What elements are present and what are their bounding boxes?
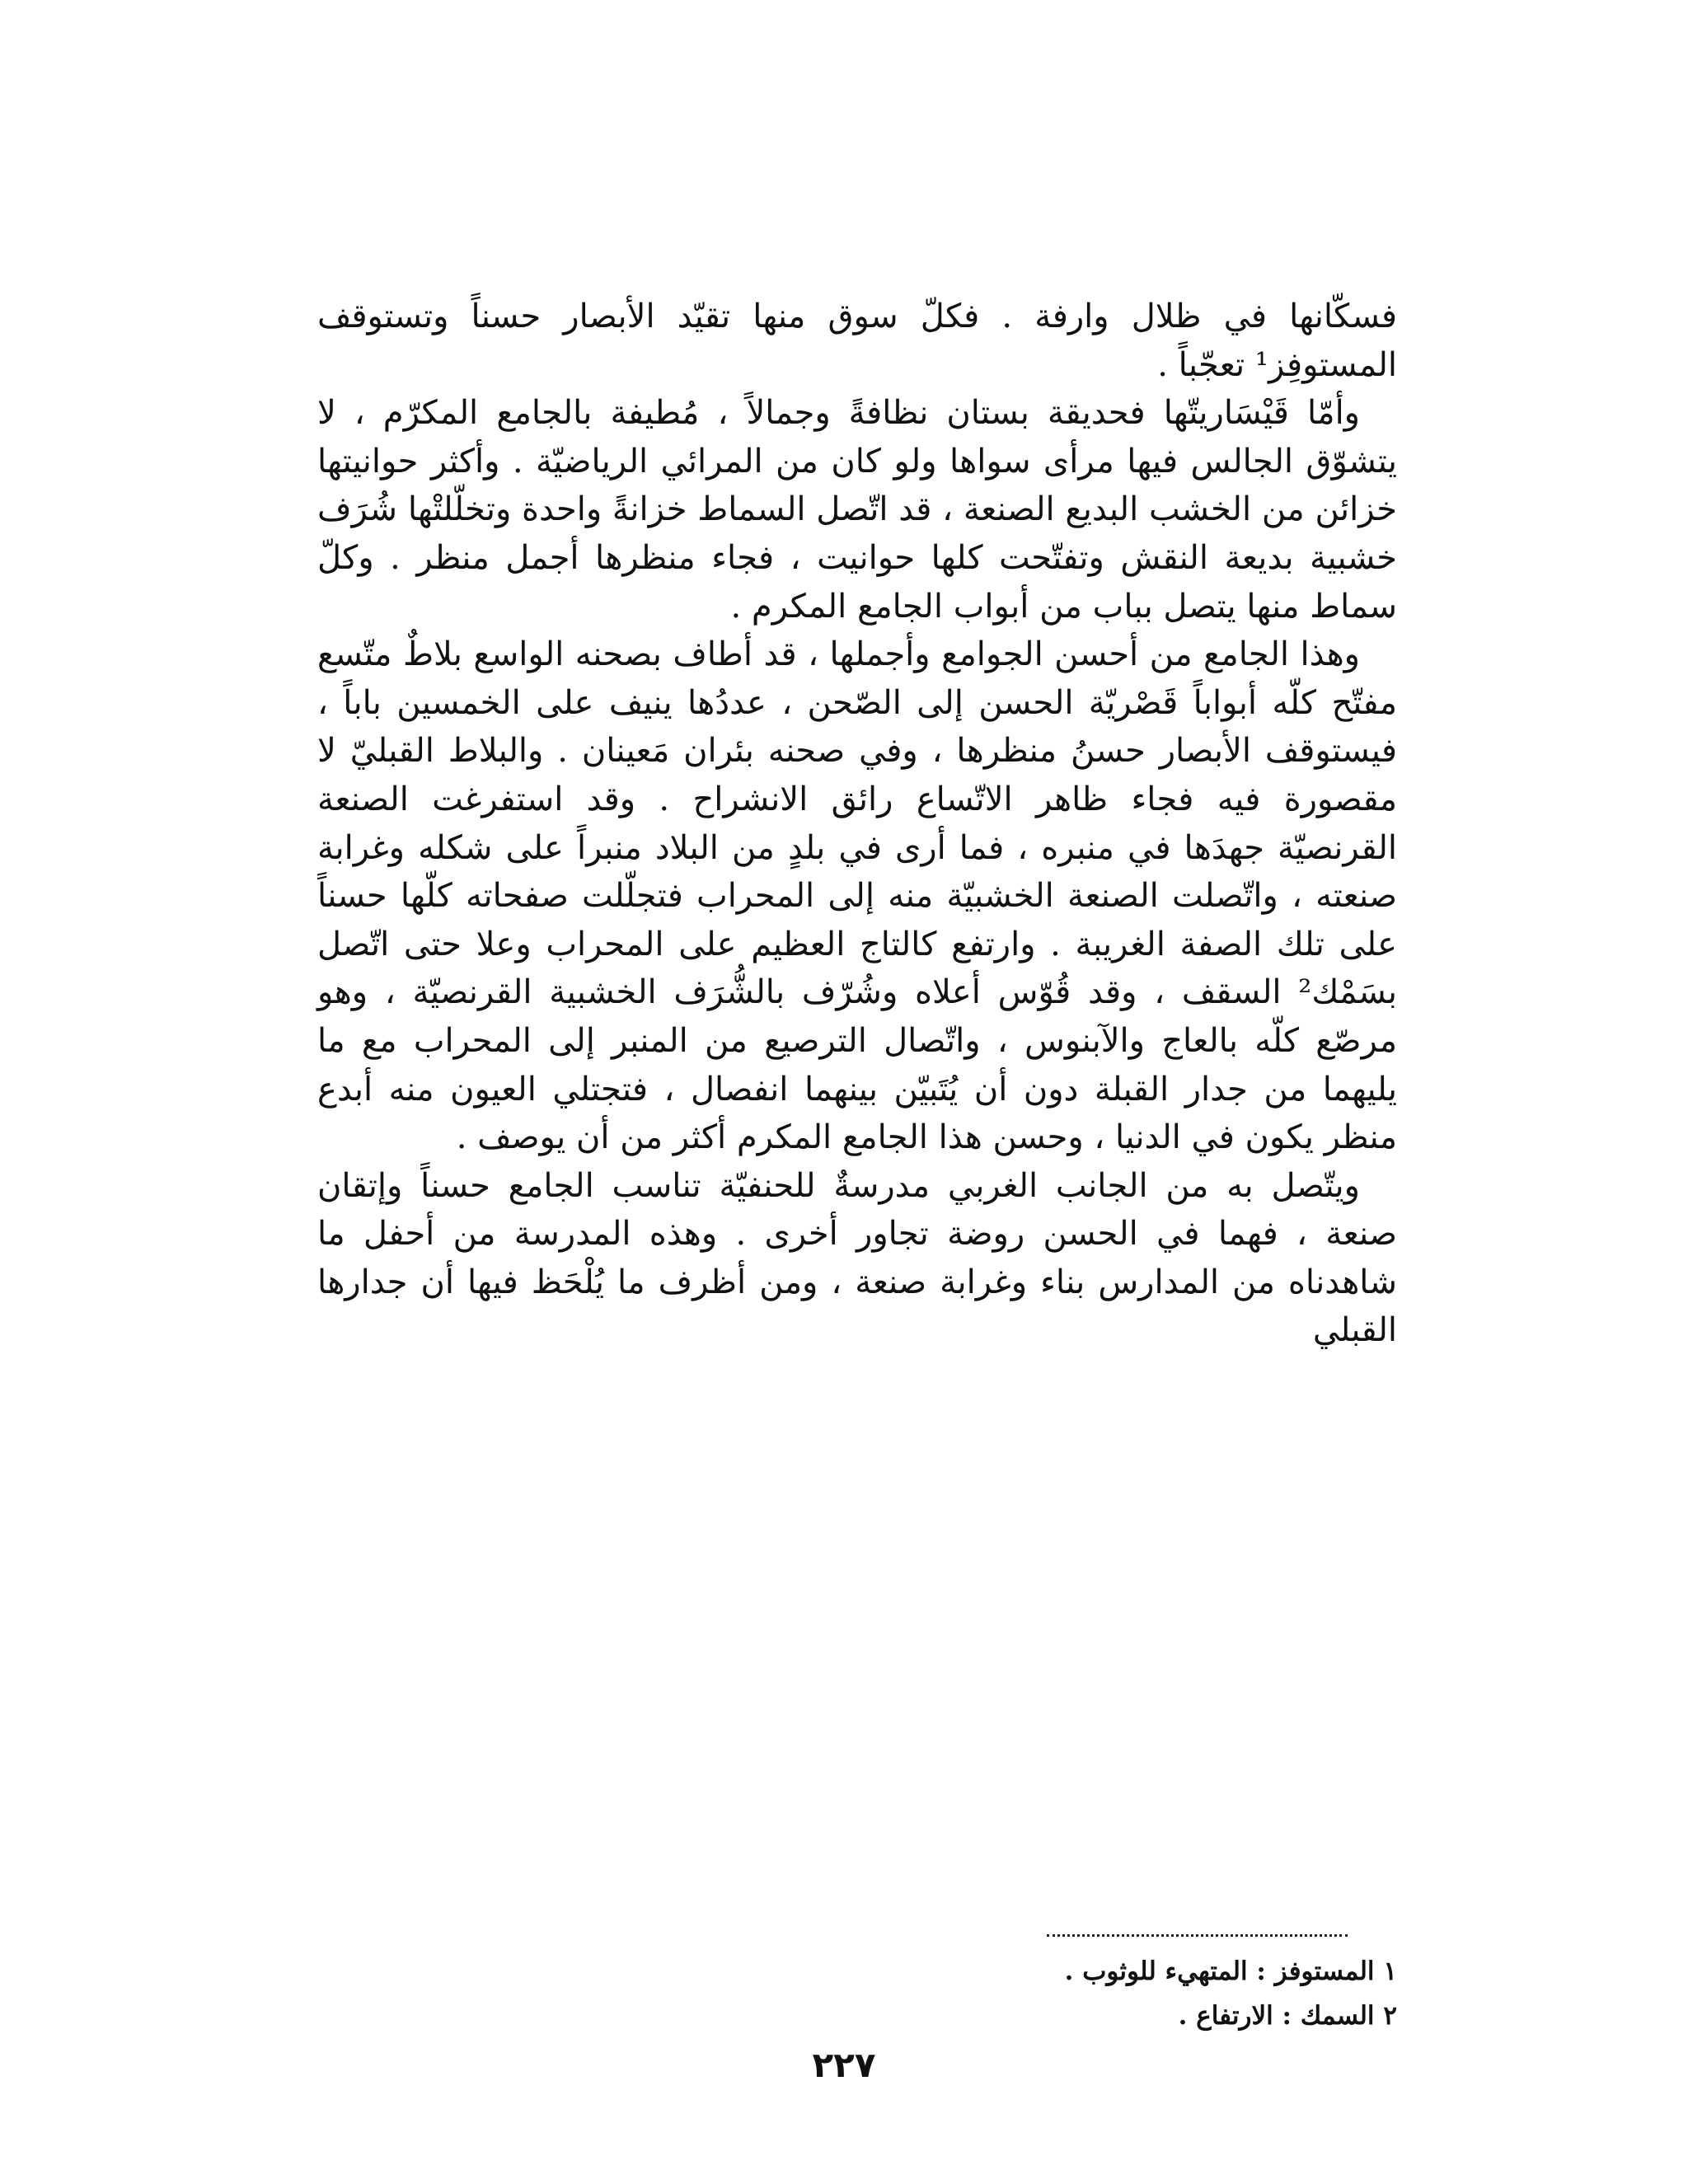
body-text [317, 293, 1397, 1355]
footnote: ٢ السمك : الارتفاع . [1178, 2001, 1397, 2031]
footnote-divider [1047, 1934, 1348, 1937]
footnote: ١ المستوفز : المتهيء للوثوب . [1064, 1957, 1397, 1986]
paragraph: وهذا الجامع من أحسن الجوامع وأجملها ، قد أطاف بصحنه الواسع بلاطٌ متّسع مفتّح كلّه أبواباً قَصْريّة الحسن إلى الصّحن ، عددُها ينيف على الخمسين باباً ، فيستوقف الأبصار حسنُ منظرها ، وفي صحنه بئران مَعينان . والبلاط القبليّ لا مقصورة فيه فجاء ظاهر الاتّساع رائق الانشراح . وقد استفرغت الصنعة القرنصيّة جهدَها في منبره ، فما أرى في بلدٍ من البلاد منبراً على شكله وغرابة صنعته ، واتّصلت الصنعة الخشبيّة منه إلى المحراب فتجلّلت صفحاته كلّها حسناً على تلك الصفة الغريبة . وارتفع كالتاج العظيم على المحراب وعلا حتى اتّصل بسَمْك² السقف ، وقد قُوّس أعلاه وشُرّف بالشُّرَف الخشبية القرنصيّة ، وهو مرصّع كلّه بالعاج والآبنوس ، واتّصال الترصيع من المنبر إلى المحراب مع ما يليهما من جدار القبلة دون أن يُتَبيّن بينهما انفصال ، فتجتلي العيون منه أبدع منظر يكون في الدنيا ، وحسن هذا الجامع المكرم أكثر من أن يوصف . [317, 635, 1397, 1157]
footnotes [948, 1949, 1397, 2038]
paragraph: فسكّانها في ظلال وارفة . فكلّ سوق منها تقيّد الأبصار حسناً وتستوقف المستوفِز¹ تعجّباً . [317, 298, 1397, 384]
paragraph: وأمّا قَيْسَاريتّها فحديقة بستان نظافةً وجمالاً ، مُطيفة بالجامع المكرّم ، لا يتشوّق الجالس فيها مرأى سواها ولو كان من المرائي الرياضيّة . وأكثر حوانيتها خزائن من الخشب البديع الصنعة ، قد اتّصل السماط خزانةً واحدة وتخلّلتْها شُرَف خشبية بديعة النقش وتفتّحت كلها حوانيت ، فجاء منظرها أجمل منظر . وكلّ سماط منها يتصل بباب من أبواب الجامع المكرم . [317, 394, 1397, 626]
paragraph: ويتّصل به من الجانب الغربي مدرسةٌ للحنفيّة تناسب الجامع حسناً وإتقان صنعة ، فهما في الحسن روضة تجاور أخرى . وهذه المدرسة من أحفل ما شاهدناه من المدارس بناء وغرابة صنعة ، ومن أظرف ما يُلْحَظ فيها أن جدارها القبلي [317, 1166, 1397, 1350]
page-number: ٢٢٧ [812, 2045, 876, 2085]
